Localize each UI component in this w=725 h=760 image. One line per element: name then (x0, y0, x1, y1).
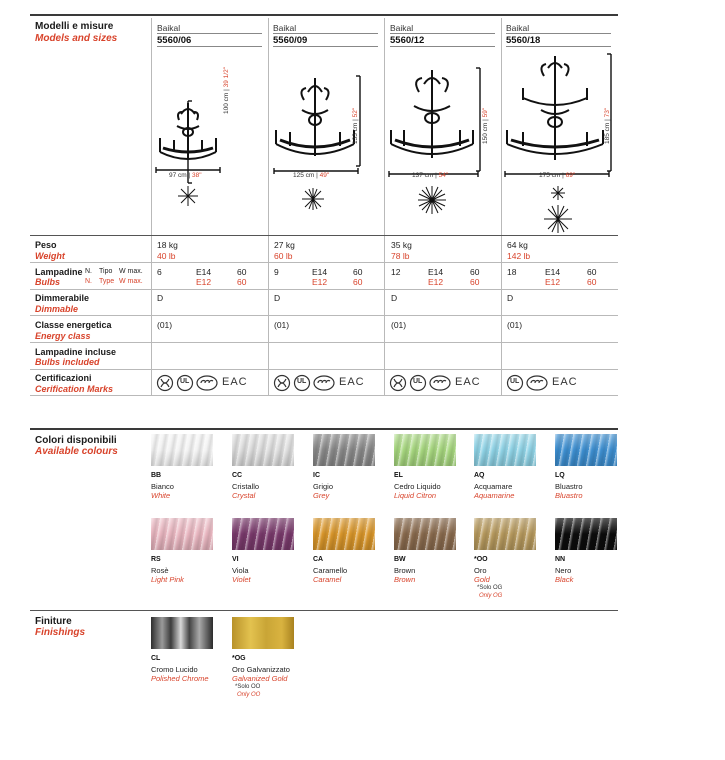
models-section-title: Modelli e misure (35, 21, 114, 32)
colour-name: Brown (394, 566, 416, 575)
colour-swatch (555, 434, 617, 466)
row-label-energy: Classe energetica (35, 320, 112, 330)
weight-lb: 60 lb (274, 251, 293, 261)
bulbs-count: 18 (507, 267, 517, 277)
bulbs-type-en: E12 (312, 277, 328, 287)
finish-name-en: Polished Chrome (151, 674, 209, 683)
colour-name: Cedro Liquido (394, 482, 441, 491)
colour-name-en: Bluastro (555, 491, 583, 500)
bulbs-type-label: Tipo (99, 268, 113, 275)
ccc-mark-icon (314, 376, 334, 390)
ul-mark-label: UL (510, 378, 520, 385)
energy-class: (01) (274, 320, 290, 330)
row-label-cert: Certificazioni (35, 373, 92, 383)
bulbs-n-label: N. (85, 268, 92, 275)
dimmable-value: D (274, 293, 281, 303)
energy-class: (01) (157, 320, 173, 330)
finish-swatch (232, 617, 294, 649)
colour-swatch (313, 518, 375, 550)
model-code: 5560/18 (506, 35, 541, 46)
height-in: 59" (482, 107, 489, 118)
dimmable-value: D (157, 293, 164, 303)
bulbs-type-en: E12 (196, 277, 212, 287)
height-cm: 100 cm (223, 92, 230, 114)
width-label: 97 cm | 38" (169, 172, 202, 179)
cert-mark-icon (158, 376, 173, 391)
weight-kg: 27 kg (274, 240, 295, 250)
finishes-section-title: Finiture (35, 616, 72, 627)
width-label: 125 cm | 49" (293, 172, 330, 179)
colour-name: Bluastro (555, 482, 583, 491)
colour-name: Cristallo (232, 482, 260, 491)
width-in: 69" (565, 172, 576, 179)
colours-section-title: Colori disponibili (35, 435, 117, 446)
weight-kg: 18 kg (157, 240, 178, 250)
cert-mark-icon (391, 376, 406, 391)
width-in: 54" (438, 172, 449, 179)
finish-name: Oro Galvanizzato (232, 665, 290, 674)
chandelier-drawing-5560-18 (501, 48, 618, 233)
colour-name-en: Brown (394, 575, 416, 584)
width-in: 49" (319, 172, 330, 179)
colour-code: AQ (474, 472, 485, 479)
colour-swatch (232, 518, 294, 550)
colour-name-en: Grey (313, 491, 330, 500)
models-section-subtitle: Models and sizes (35, 33, 118, 44)
bulbs-wmax: 60 (237, 267, 247, 277)
chandelier-drawing-5560-06 (151, 48, 268, 233)
ccc-mark-icon (527, 376, 547, 390)
colour-swatch (394, 518, 456, 550)
colour-swatch (313, 434, 375, 466)
finish-note: *Solo OO (235, 684, 261, 690)
colour-name-en: Liquid Citron (394, 491, 437, 500)
row-label-energy-en: Energy class (35, 331, 91, 341)
eac-mark-label: EAC (455, 376, 481, 388)
chandelier-drawing-5560-09 (268, 48, 384, 233)
height-label: 185 cm | 73" (604, 107, 611, 144)
eac-mark-label: EAC (552, 376, 578, 388)
energy-class: (01) (507, 320, 523, 330)
bulbs-count: 6 (157, 267, 162, 277)
dimmable-value: D (391, 293, 398, 303)
eac-mark-label: EAC (339, 376, 365, 388)
colour-code: *OO (474, 556, 488, 563)
height-in: 52" (352, 107, 359, 118)
bulbs-count: 12 (391, 267, 401, 277)
finish-code: CL (151, 655, 161, 662)
colour-swatch (555, 518, 617, 550)
colour-code: IC (313, 472, 320, 479)
finish-name-en: Galvanized Gold (232, 674, 288, 683)
finish-swatch (151, 617, 213, 649)
dimmable-value: D (507, 293, 514, 303)
weight-kg: 35 kg (391, 240, 412, 250)
colour-note: *Solo OG (477, 585, 503, 591)
colour-name-en: Gold (474, 575, 490, 584)
colour-name-en: Aquamarine (474, 491, 515, 500)
width-cm: 175 cm (539, 172, 561, 179)
bulbs-wmax-en: 60 (587, 277, 597, 287)
colour-code: CC (232, 472, 243, 479)
bulbs-wmax: 60 (470, 267, 480, 277)
colour-name: Grigio (313, 482, 334, 491)
bulbs-n-label-en: N. (85, 278, 92, 285)
bulbs-wmax-label-en: W max. (119, 278, 143, 285)
width-in: 38" (192, 172, 202, 179)
colour-name: Bianco (151, 482, 174, 491)
colour-swatch (151, 434, 213, 466)
bulbs-type: E14 (312, 267, 328, 277)
width-label: 175 cm | 69" (539, 172, 576, 179)
colour-name-en: Crystal (232, 491, 256, 500)
energy-class: (01) (391, 320, 407, 330)
weight-lb: 78 lb (391, 251, 410, 261)
height-label: 150 cm | 59" (482, 107, 489, 144)
model-code: 5560/06 (157, 35, 192, 46)
bulbs-wmax-en: 60 (237, 277, 247, 287)
colours-section-subtitle: Available colours (35, 446, 118, 457)
weight-lb: 40 lb (157, 251, 176, 261)
bulbs-type-en: E12 (428, 277, 444, 287)
weight-lb: 142 lb (507, 251, 531, 261)
bulbs-type-label-en: Type (99, 278, 115, 285)
bulbs-type: E14 (196, 267, 212, 277)
height-cm: 150 cm (482, 122, 489, 144)
bulbs-wmax-label: W max. (119, 268, 143, 275)
width-cm: 97 cm (169, 172, 187, 179)
colour-swatch (394, 434, 456, 466)
height-in: 73" (604, 107, 611, 118)
row-label-dimmable-en: Dimmable (35, 304, 79, 314)
bulbs-wmax-en: 60 (353, 277, 363, 287)
finish-name: Cromo Lucido (151, 665, 198, 674)
finishes-section-subtitle: Finishings (35, 627, 85, 638)
height-in: 39 1/2" (223, 66, 230, 88)
ccc-mark-icon (430, 376, 450, 390)
colour-code: VI (232, 556, 239, 563)
cert-mark-icon (275, 376, 290, 391)
bulbs-wmax-en: 60 (470, 277, 480, 287)
colour-swatch (474, 518, 536, 550)
colour-swatch (151, 518, 213, 550)
colour-name: Caramello (313, 566, 348, 575)
row-label-bulbs-en: Bulbs (35, 277, 61, 287)
model-series: Baikal (157, 23, 181, 33)
height-label: 100 cm | 39 1/2" (223, 66, 230, 114)
colour-name: Viola (232, 566, 249, 575)
colour-name: Oro (474, 566, 487, 575)
row-label-weight-en: Weight (35, 251, 65, 261)
bulbs-type-en: E12 (545, 277, 561, 287)
model-series: Baikal (506, 23, 530, 33)
colour-code: BB (151, 472, 162, 479)
row-label-cert-en: Cerification Marks (35, 384, 114, 394)
colour-code: RS (151, 556, 161, 563)
ul-mark-label: UL (180, 378, 190, 385)
weight-kg: 64 kg (507, 240, 528, 250)
bulbs-wmax: 60 (353, 267, 363, 277)
height-cm: 133 cm (352, 122, 359, 144)
colour-note-en: Only OG (479, 593, 503, 599)
finish-note-en: Only OO (237, 692, 261, 698)
row-label-weight: Peso (35, 240, 57, 250)
colour-code: NN (555, 556, 566, 563)
ul-mark-label: UL (297, 378, 307, 385)
row-label-dimmable: Dimmerabile (35, 293, 90, 303)
colour-name-en: Caramel (313, 575, 342, 584)
colour-name: Nero (555, 566, 572, 575)
ccc-mark-icon (197, 376, 217, 390)
colour-code: EL (394, 472, 403, 479)
row-label-included-en: Bulbs included (35, 357, 100, 367)
ul-mark-label: UL (413, 378, 423, 385)
model-code: 5560/09 (273, 35, 308, 46)
colour-name: Acquamare (474, 482, 513, 491)
bulbs-type: E14 (428, 267, 444, 277)
bulbs-wmax: 60 (587, 267, 597, 277)
bulbs-count: 9 (274, 267, 279, 277)
height-cm: 185 cm (604, 122, 611, 144)
model-series: Baikal (390, 23, 414, 33)
height-label: 133 cm | 52" (352, 107, 359, 144)
colour-name-en: Violet (232, 575, 251, 584)
colour-swatch (474, 434, 536, 466)
finish-code: *OG (232, 655, 246, 662)
chandelier-drawing-5560-12 (384, 48, 501, 233)
eac-mark-label: EAC (222, 376, 248, 388)
row-label-included: Lampadine incluse (35, 347, 117, 357)
colour-name: Rosè (151, 566, 169, 575)
width-label: 137 cm | 54" (412, 172, 449, 179)
colour-name-en: White (151, 491, 171, 500)
colour-code: CA (313, 556, 324, 563)
row-label-bulbs: Lampadine (35, 267, 83, 277)
colour-code: BW (394, 556, 406, 563)
colour-name-en: Light Pink (151, 575, 184, 584)
colour-code: LQ (555, 472, 565, 479)
model-code: 5560/12 (390, 35, 425, 46)
width-cm: 137 cm (412, 172, 434, 179)
colour-swatch (232, 434, 294, 466)
width-cm: 125 cm (293, 172, 315, 179)
bulbs-type: E14 (545, 267, 561, 277)
colour-name-en: Black (555, 575, 574, 584)
model-series: Baikal (273, 23, 297, 33)
